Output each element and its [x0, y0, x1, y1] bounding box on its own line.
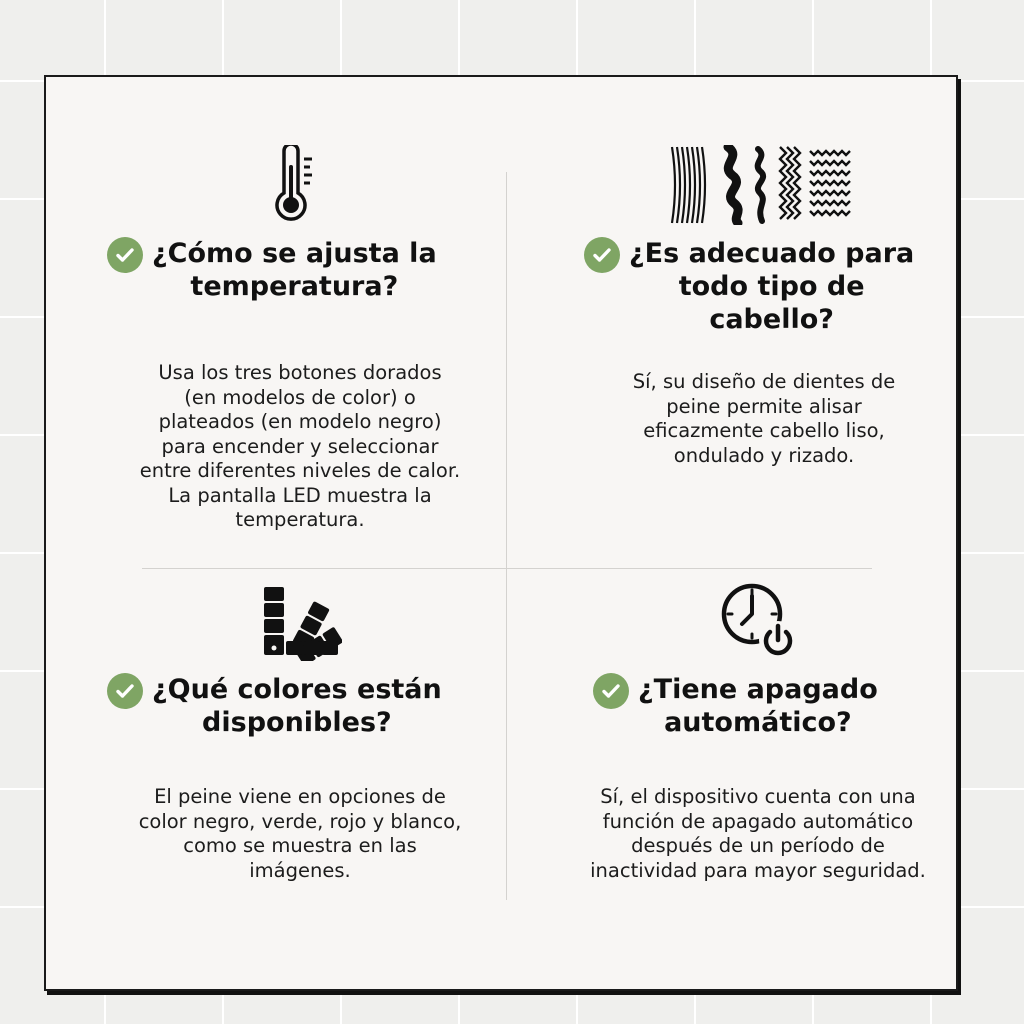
- horizontal-divider: [142, 568, 872, 569]
- question-text: ¿Qué colores están disponibles?: [152, 674, 442, 738]
- thermometer-icon: [274, 145, 320, 225]
- faq-question-4: [593, 673, 878, 739]
- hair-types-icon: [666, 145, 856, 225]
- faq-question-3: [107, 673, 442, 739]
- color-swatch-icon: [262, 585, 342, 661]
- check-icon: [107, 673, 143, 709]
- faq-answer-4: Sí, el dispositivo cuenta con una función de apagado automático después de un período de inactividad para mayor seguridad.: [590, 785, 926, 882]
- faq-question-2: [584, 237, 914, 336]
- check-icon: [584, 237, 620, 273]
- faq-question-1: [107, 237, 437, 303]
- faq-answer-2: Sí, su diseño de dientes de peine permite alisar eficazmente cabello liso, ondulado y rizado.: [632, 370, 896, 467]
- clock-power-icon: [720, 582, 802, 662]
- faq-answer-1: Usa los tres botones dorados (en modelos de color) o plateados (en modelo negro) para encender y seleccionar entre diferentes niveles de calor. La pantalla LED muestra la temperatura.: [139, 361, 461, 531]
- faq-card: [44, 75, 958, 991]
- check-icon: [107, 237, 143, 273]
- question-text: ¿Cómo se ajusta la temperatura?: [152, 238, 437, 302]
- vertical-divider: [506, 172, 507, 900]
- check-icon: [593, 673, 629, 709]
- question-text: ¿Tiene apagado automático?: [638, 674, 878, 738]
- question-text: ¿Es adecuado para todo tipo de cabello?: [629, 238, 915, 335]
- faq-answer-3: El peine viene en opciones de color negro, verde, rojo y blanco, como se muestra en las imágenes.: [138, 785, 462, 882]
